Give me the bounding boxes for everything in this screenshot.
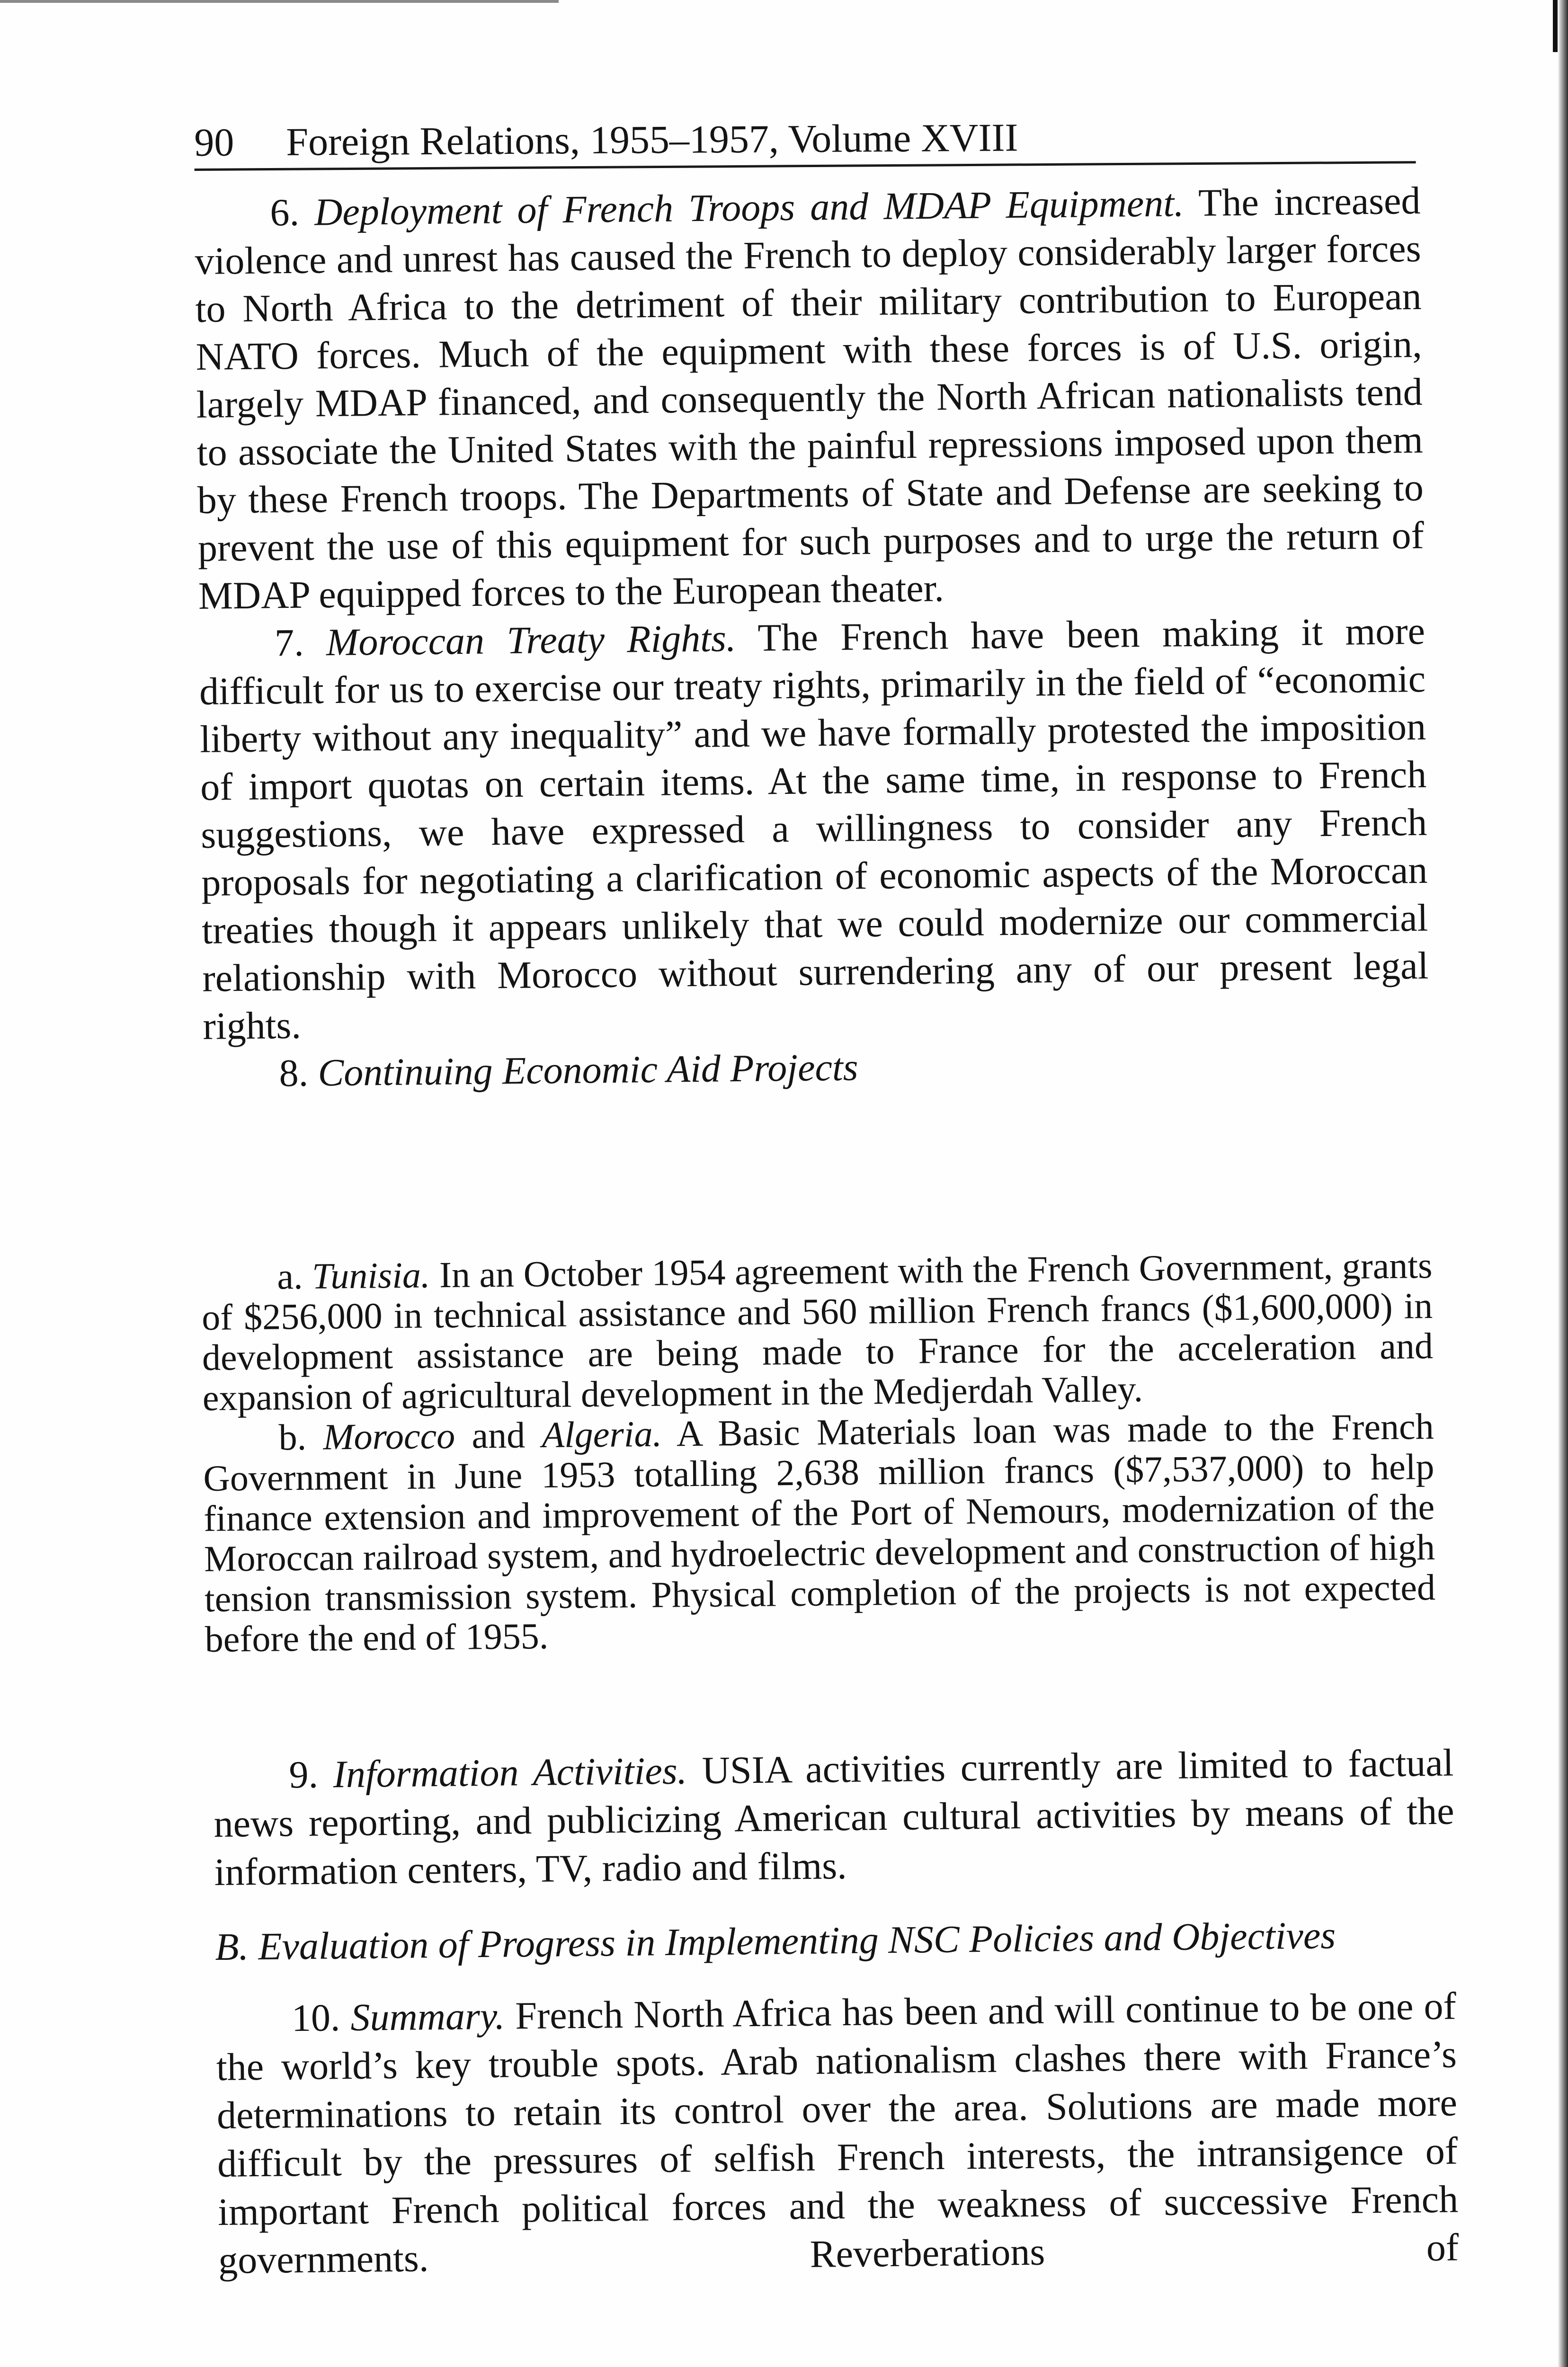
paragraph-9 <box>213 1739 1455 1896</box>
paragraph-8b-body: A Basic Materials loan was made to the French Government in June 1953 totalling 2,638 million francs ($7,537,000) to help finance extension and improvement of the Port of Nemours, modernization of the Moroccan railroad system, and hydroelectric development and construction of high tension transmission system. Physical completion of the projects is not expected before the end of 1955. <box>203 1406 1436 1660</box>
page-number: 90 <box>194 120 234 165</box>
paragraph-10-body: French North Africa has been and will continue to be one of the world’s key trouble spots. Arab nationalism clashes there with France’s determinations to retain its control over the area. Solutions are made more difficult by the pressures of selfish French interests, the intransigence of important French political forces and the weakness of successive French governments. Reverberations of <box>216 1984 1459 2282</box>
paragraph-7-number: 7. <box>274 621 304 665</box>
paragraph-8a-label: a. <box>276 1255 303 1297</box>
running-head-title: Foreign Relations, 1955–1957, Volume XVIII <box>286 116 1018 164</box>
paragraph-7 <box>199 607 1429 1050</box>
scan-top-edge <box>0 0 559 3</box>
paragraph-8b-title-morocco: Morocco <box>323 1415 455 1458</box>
paragraph-8b-title-algeria: Algeria. <box>542 1413 662 1456</box>
scan-right-edge <box>1558 0 1568 2367</box>
running-head <box>194 110 1416 171</box>
paragraph-6-number: 6. <box>270 190 300 234</box>
paragraph-8b-and: and <box>472 1414 526 1456</box>
paragraph-8b <box>203 1406 1436 1659</box>
paragraph-6 <box>194 177 1425 620</box>
body-text-block-aid <box>201 1245 1436 1659</box>
paragraph-6-title: Deployment of French Troops and MDAP Equipment. <box>314 181 1184 234</box>
paragraph-8-title: Continuing Economic Aid Projects <box>318 1045 859 1095</box>
paragraph-9-body: USIA activities currently are limited to factual news reporting, and publicizing American cultural activities by means of the information centers, TV, radio and films. <box>214 1741 1454 1894</box>
paragraph-10-number: 10. <box>291 1996 340 2040</box>
paragraph-8a-title: Tunisia. <box>312 1254 430 1297</box>
paragraph-9-number: 9. <box>289 1753 319 1797</box>
paragraph-8-number: 8. <box>279 1051 309 1095</box>
paragraph-8a <box>201 1245 1434 1418</box>
paragraph-9-title: Information Activities. <box>333 1749 687 1796</box>
body-text-block-lower <box>213 1739 1459 2285</box>
scan-binding-mark <box>1553 0 1558 52</box>
body-text-block-upper <box>194 177 1430 1098</box>
section-b-heading: B. Evaluation of Progress in Implementing NSC Policies and Objectives <box>214 1913 1336 1968</box>
paragraph-10 <box>215 1982 1459 2285</box>
paragraph-6-body: The increased violence and unrest has caused the French to deploy considerably larger forces to North Africa to the detriment of their military contribution to European NATO forces. Much of the equipment with these forces is of U.S. origin, largely MDAP financed, and consequently the North African nationalists tend to associate the United States with the painful repressions imposed upon them by these French troops. The Departments of State and Defense are seeking to prevent the use of this equipment for such purposes and to urge the return of MDAP equipped forces to the European theater. <box>195 178 1425 617</box>
paragraph-8b-label: b. <box>278 1416 307 1458</box>
paragraph-7-body: The French have been making it more difficult for us to exercise our treaty rights, primarily in the field of “economic liberty without any inequality” and we have formally protested the imposition of import quotas on certain items. At the same time, in response to French suggestions, we have expressed a willingness to consider any French proposals for negotiating a clarification of economic aspects of the Moroccan treaties though it appears unlikely that we could modernize our commercial relationship with Morocco without surrendering any of our present legal rights. <box>199 609 1429 1048</box>
paragraph-7-title: Moroccan Treaty Rights. <box>326 616 736 664</box>
paragraph-10-title: Summary. <box>350 1994 505 2039</box>
paragraph-8a-body: In an October 1954 agreement with the French Government, grants of $256,000 in technical assistance and 560 million French francs ($1,600,000) in development assistance are being made to France for the acceleration and expansion of agricultural development in the Medjerdah Valley. <box>201 1245 1434 1418</box>
